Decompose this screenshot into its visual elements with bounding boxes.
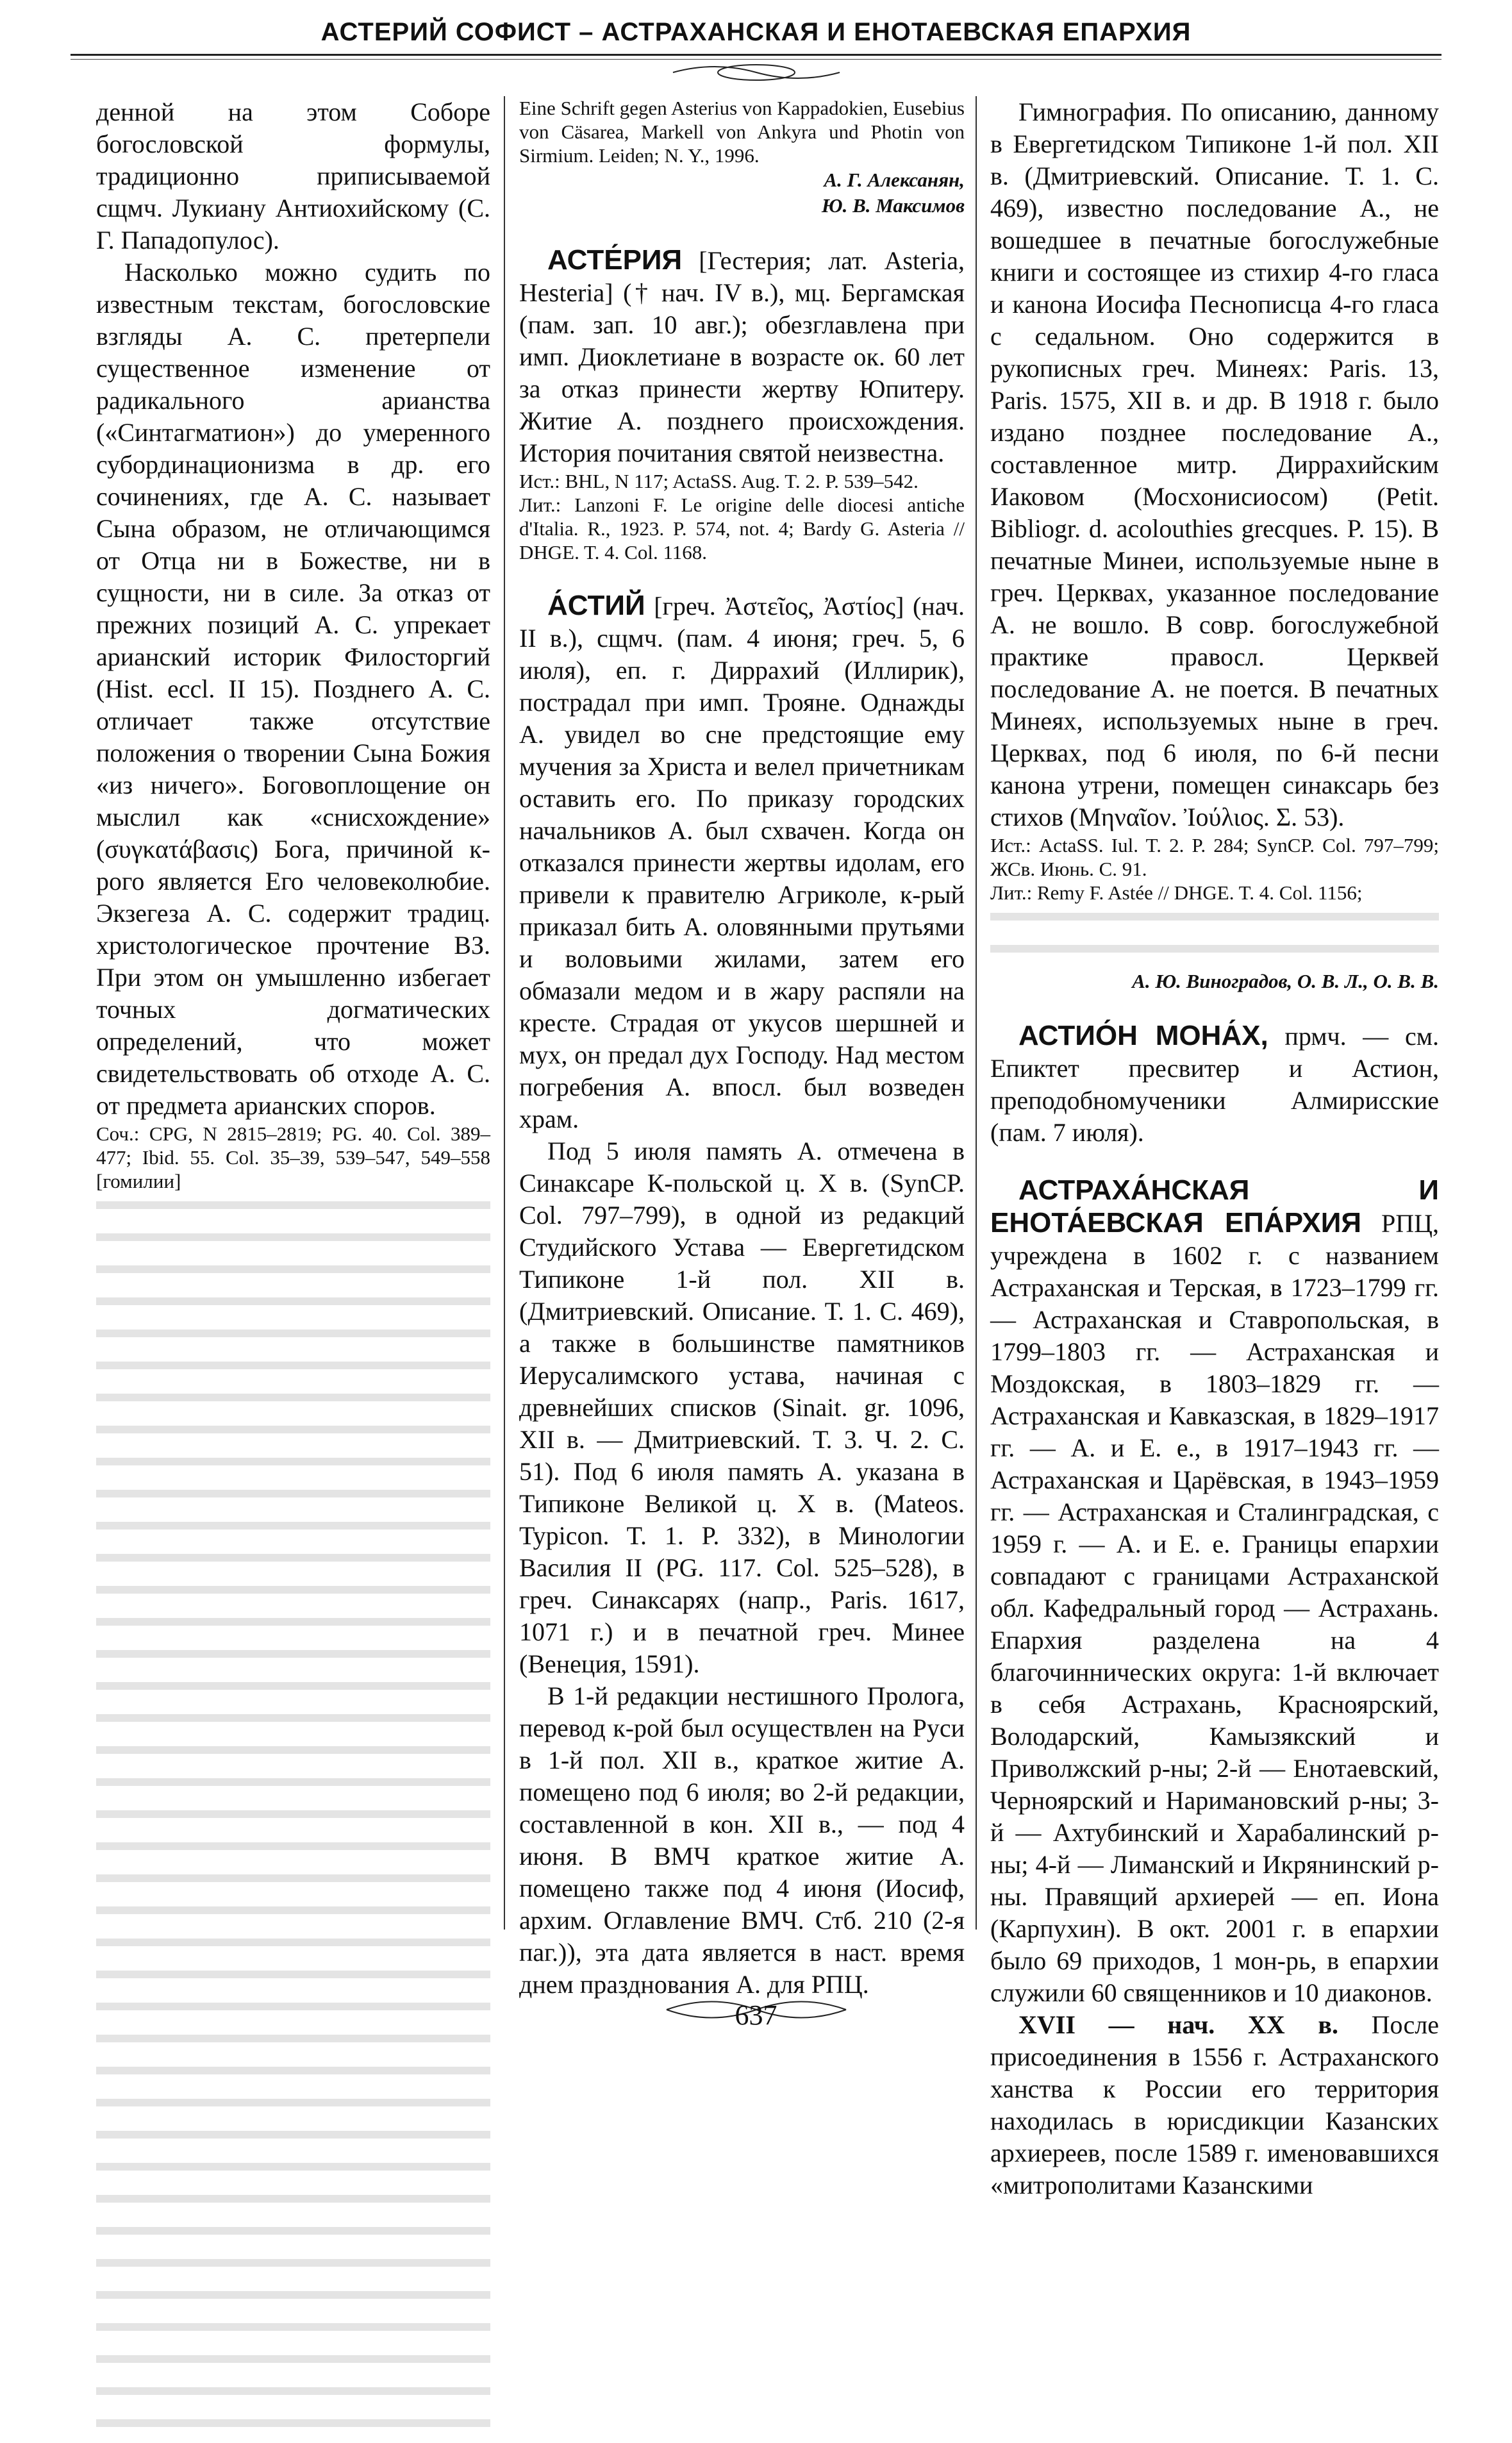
literature: Лит.: Remy F. Astée // DHGE. T. 4. Col. 1156; xyxy=(990,881,1363,904)
paragraph: В 1-й редакции нестишного Пролога, перевод к-рой был осуществлен на Руси в 1-й пол. XII в., краткое житие А. помещено под 6 июля; во 2-й редакции, составленной в кон. XII в., — под 4 июня. В ВМЧ краткое житие А. помещено также под 4 июня (Иосиф, архим. Оглавление ВМЧ. Стб. 210 (2-я паг.)), эта дата является в наст. время днем празднования А. для РПЦ. xyxy=(519,1681,965,1999)
entry-text: прмч. — см. Епиктет пресвитер и Астион, преподобномученики Алмирисские (пам. 7 июля). xyxy=(990,1022,1440,1147)
page-number: 637 xyxy=(735,1999,777,2031)
paragraph xyxy=(990,2009,1439,2201)
entry-text: После присоединения в 1556 г. Астраханского ханства к России его территория находилась в юрисдикции Казанских архиереев, после 1589 г. именовавшихся «митрополитами Казанскими xyxy=(990,2010,1439,2199)
column-divider xyxy=(976,96,977,1930)
headword: АСТИО́Н МОНА́Х, xyxy=(1018,1020,1268,1051)
sources: Ист.: BHL, N 117; ActaSS. Aug. T. 2. P. 539–542. xyxy=(519,470,918,492)
literature: Лит.: Lanzoni F. Le origine delle diocesi antiche d'Italia. R., 1923. P. 574, not. 4; Bardy G. Asteria // DHGE. T. 4. Col. 1168. xyxy=(519,494,965,563)
column-divider xyxy=(504,96,505,1930)
paragraph: Насколько можно судить по известным текстам, богословские взгляды А. С. претерпели существенное изменение от радикального арианства («Синтагматион») до умеренного субординационизма в др. его сочинениях, где А. С. называет Сына образом, не отличающимся от Отца ни в Божестве, ни в сущности, ни в силе. За отказ от прежних позиций А. С. упрекает арианский историк Филосторгий (Hist. eccl. II 15). Позднего А. С. отличает также отсутствие положения о творении Сына Божия «из ничего». Боговоплощение он мыслил как «снисхождение» (συγκατάβασις) Бога, причиной к-рого является Его человеколюбие. Экзегеза А. С. содержит традиц. христологическое прочтение ВЗ. При этом он умышленно избегает точных догматических определений, что может свидетельствовать об отходе А. С. от предмета арианских споров. xyxy=(96,258,490,1120)
headword: А́СТИЙ xyxy=(547,590,645,621)
paragraph: Гимнография. По описанию, данному в Евергетидском Типиконе 1-й пол. XII в. (Дмитриевский. Описание. Т. 1. С. 469), известно последование А., не вошедшее в печатные богослужебные книги и состоящее из стихир 4-го гласа и канона Иосифа Песнописца 4-го гласа с седальном. Оно содержится в рукописных греч. Минеях: Paris. 13, Paris. 1575, XII в. и др. В 1918 г. было издано позднее последование А., составленное митр. Диррахийским Иаковом (Мосхонисиосом) (Petit. Bibliogr. d. acolouthies grecques. P. 15). В печатные Минеи, используемые ныне в греч. Церквах, указанное последование А. не вошло. В совр. богослужебной практике правосл. Церквей последование А. не поется. В печатных Минеях, используемых ныне в греч. Церквах, под 6 июля, по 6-й песни канона утрени, помещен синаксарь без стихов (Μηναῖον. Ἰούλιος. Σ. 53). xyxy=(990,97,1439,831)
column-2 xyxy=(519,96,965,2001)
entry-asteria xyxy=(519,244,965,469)
header-rule xyxy=(71,54,1441,56)
headword: АСТРАХА́НСКАЯ И ЕНОТА́ЕВСКАЯ ЕПА́РХИЯ xyxy=(990,1174,1439,1238)
bibliography-works: Соч.: CPG, N 2815–2819; PG. 40. Col. 389–477; Ibid. 55. Col. 35–39, 539–547, 549–558 [гомилии] xyxy=(96,1122,490,1192)
entry-text: [Гестерия; лат. Asteria, Hesteria] († нач. IV в.), мц. Бергамская (пам. зап. 10 авг.); обезглавлена при имп. Диоклетиане в возрасте ок. 60 лет за отказ принести жертву Юпитеру. Житие А. позднего происхождения. История почитания святой неизвестна. xyxy=(519,246,965,467)
unreadable-literature xyxy=(990,913,1439,969)
entry-astrakhan-eparchy xyxy=(990,1174,1439,2009)
entry-astion xyxy=(990,1020,1439,1149)
headword: АСТЕ́РИЯ xyxy=(547,244,683,276)
section-heading: XVII — нач. XX в. xyxy=(1018,2010,1338,2039)
unreadable-bibliography xyxy=(96,1201,490,2443)
paragraph: Под 5 июля память А. отмечена в Синаксаре К-польской ц. X в. (SynCP. Col. 797–799), в одной из редакций Студийского Устава — Евергетидском Типиконе 1-й пол. XII в. (Дмитриевский. Описание. Т. 1. С. 469), а также в большинстве памятников Иерусалимского устава, начиная с древнейших списков (Sinait. gr. 1096, XII в. — Дмитриевский. Т. 3. Ч. 2. С. 51). Под 6 июля память А. указана в Типиконе Великой ц. X в. (Mateos. Typicon. T. 1. P. 332), в Минологии Василия II (PG. 117. Col. 525–528), в греч. Синаксарях (напр., Paris. 1617, 1071 г.) и в печатной греч. Минее (Венеция, 1591). xyxy=(519,1137,965,1678)
column-3 xyxy=(990,96,1439,2201)
entry-astiy xyxy=(519,590,965,1135)
bibliography-continued: Eine Schrift gegen Asterius von Kappadokien, Eusebius von Cäsarea, Markell von Ankyra und Photin von Sirmium. Leiden; N. Y., 1996. xyxy=(519,97,965,167)
header-ornament-icon xyxy=(660,61,852,87)
column-1 xyxy=(96,96,490,2443)
author-signature: Ю. В. Максимов xyxy=(821,194,965,217)
entry-text: РПЦ, учреждена в 1602 г. с названием Астраханская и Терская, в 1723–1799 гг. — Астраханская и Ставропольская, в 1799–1803 гг. — Астраханская и Моздокская, в 1803–1829 гг. — Астраханская и Кавказская, в 1829–1917 гг. — А. и Е. е., в 1917–1943 гг. — Астраханская и Царёвская, в 1943–1959 гг. — Астраханская и Сталинградская, с 1959 г. — А. и Е. е. Границы епархии совпадают с границами Астраханской обл. Кафедральный город — Астрахань. Епархия разделена на 4 благочиннических округа: 1-й включает в себя Астрахань, Красноярский, Володарский, Камызякский и Приволжский р-ны; 2-й — Енотаевский, Черноярский и Наримановский р-ны; 3-й — Ахтубинский и Харабалинский р-ны; 4-й — Лиманский и Икрянинский р-ны. Правящий архиерей — еп. Иона (Карпухин). В окт. 2001 г. в епархии было 69 приходов, 1 мон-рь, в епархии служили 60 священников и 10 диаконов. xyxy=(990,1209,1440,2007)
author-signature: А. Г. Алексанян, xyxy=(824,169,965,191)
paragraph: денной на этом Соборе богословской формулы, традиционно приписываемой сщмч. Лукиану Антиохийскому (С. Г. Пападопулос). xyxy=(96,97,490,254)
sources: Ист.: ActaSS. Iul. T. 2. P. 284; SynCP. Col. 797–799; ЖСв. Июнь. С. 91. xyxy=(990,834,1439,880)
entry-text: [греч. Ἀστεῖος, Ἀστίος] (нач. II в.), сщмч. (пам. 4 июня; греч. 5, 6 июля), еп. г. Диррахий (Иллирик), пострадал при имп. Трояне. Однажды А. увидел во сне предстоящие ему мучения за Христа и велел причетникам оставить его. По приказу городских начальников А. был схвачен. Когда он отказался принести жертвы идолам, его привели к правителю Агриколе, к-рый приказал бить А. оловянными прутьями и воловьими жилами, затем его обмазали медом и в жару распяли на кресте. Страдая от укусов шершней и мух, он предал дух Господу. Над местом погребения А. впосл. был возведен храм. xyxy=(519,592,965,1133)
author-signature: А. Ю. Виноградов, О. В. Л., О. В. В. xyxy=(1132,970,1439,992)
header-rule-thin xyxy=(71,59,1441,60)
running-head: АСТЕРИЙ СОФИСТ – АСТРАХАНСКАЯ И ЕНОТАЕВСКАЯ ЕПАРХИЯ xyxy=(320,18,1192,46)
